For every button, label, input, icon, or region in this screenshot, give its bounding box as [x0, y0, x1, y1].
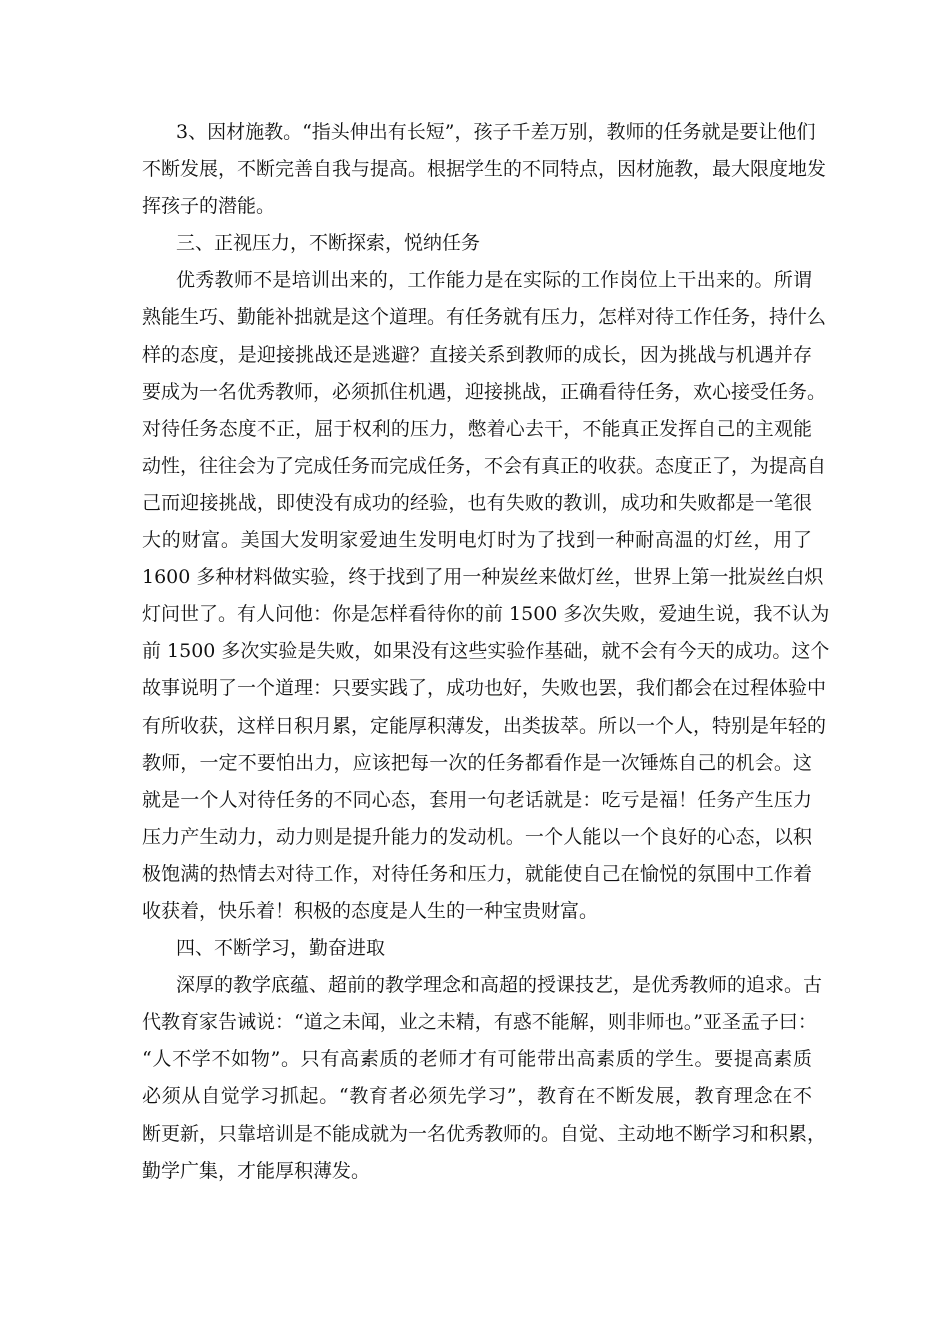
- text-line: 故事说明了一个道理：只要实践了，成功也好，失败也罢，我们都会在过程体验中: [142, 677, 827, 700]
- text-line: 就是一个人对待任务的不同心态，套用一句老话就是：吃亏是福！任务产生压力: [142, 788, 812, 811]
- section-heading-4: [142, 930, 812, 967]
- text-line: 己而迎接挑战，即使没有成功的经验，也有失败的教训，成功和失败都是一笔很: [142, 491, 812, 514]
- text-line: 勤学广集，才能厚积薄发。: [142, 1159, 371, 1182]
- text-line: 动性，往往会为了完成任务而完成任务，不会有真正的收获。态度正了，为提高自: [142, 454, 827, 477]
- text-line: 灯问世了。有人问他：你是怎样看待你的前 1500 多次失败，爱迪生说，我不认为: [142, 603, 830, 626]
- text-line: 对待任务态度不正，屈于权利的压力，憋着心去干，不能真正发挥自己的主观能: [142, 417, 812, 440]
- text-line: 挥孩子的潜能。: [142, 195, 276, 218]
- text-line: 优秀教师不是培训出来的，工作能力是在实际的工作岗位上干出来的。所谓: [176, 269, 812, 292]
- text-line: 深厚的教学底蕴、超前的教学理念和高超的授课技艺，是优秀教师的追求。古: [176, 974, 823, 997]
- paragraph-pressure: [142, 262, 830, 930]
- text-line: 断更新，只靠培训是不能成就为一名优秀教师的。自觉、主动地不断学习和积累，: [142, 1122, 827, 1145]
- text-line: 极饱满的热情去对待工作，对待任务和压力，就能使自己在愉悦的氛围中工作着: [142, 862, 812, 885]
- text-line: 必须从自觉学习抓起。“教育者必须先学习”，教育在不断发展，教育理念在不: [142, 1085, 812, 1108]
- text-line: 熟能生巧、勤能补拙就是这个道理。有任务就有压力，怎样对待工作任务，持什么: [142, 306, 827, 329]
- text-line: 要成为一名优秀教师，必须抓住机遇，迎接挑战，正确看待任务，欢心接受任务。: [142, 380, 827, 403]
- text-line: 代教育家告诫说：“道之未闻，业之未精，有惑不能解，则非师也。”亚圣孟子曰：: [142, 1011, 817, 1034]
- document-page: [142, 114, 830, 1190]
- heading-line: 四、不断学习，勤奋进取: [176, 937, 386, 960]
- paragraph-learning: [142, 967, 827, 1190]
- text-line: 压力产生动力，动力则是提升能力的发动机。一个人能以一个良好的心态，以积: [142, 825, 812, 848]
- text-line: 3、因材施教。“指头伸出有长短”，孩子千差万别，教师的任务就是要让他们: [176, 121, 816, 143]
- text-line: 有所收获，这样日积月累，定能厚积薄发，出类拔萃。所以一个人，特别是年轻的: [142, 714, 827, 737]
- text-line: 收获着，快乐着！积极的态度是人生的一种宝贵财富。: [142, 899, 599, 922]
- text-line: 教师，一定不要怕出力，应该把每一次的任务都看作是一次锤炼自己的机会。这: [142, 751, 812, 774]
- paragraph-method: [142, 114, 827, 225]
- text-line: 大的财富。美国大发明家爱迪生发明电灯时为了找到一种耐高温的灯丝，用了: [142, 529, 812, 552]
- text-line: 不断发展，不断完善自我与提高。根据学生的不同特点，因材施教，最大限度地发: [142, 158, 827, 181]
- text-line: 样的态度，是迎接挑战还是逃避？直接关系到教师的成长，因为挑战与机遇并存: [142, 343, 812, 366]
- text-line: “人不学不如物”。只有高素质的老师才有可能带出高素质的学生。要提高素质: [142, 1048, 812, 1071]
- text-line: 前 1500 多次实验是失败，如果没有这些实验作基础，就不会有今天的成功。这个: [142, 640, 830, 663]
- text-line: 1600 多种材料做实验，终于找到了用一种炭丝来做灯丝，世界上第一批炭丝白炽: [142, 566, 824, 589]
- section-heading-3: [142, 225, 812, 262]
- heading-line: 三、正视压力，不断探索，悦纳任务: [176, 232, 481, 255]
